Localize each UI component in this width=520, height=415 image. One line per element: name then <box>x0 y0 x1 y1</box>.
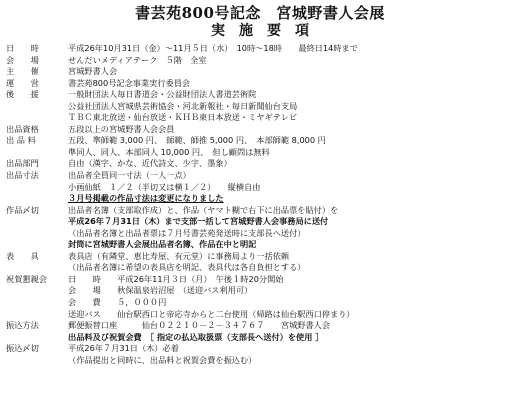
guideline-row <box>6 320 514 332</box>
guideline-text: せんだいメディアテーク ５階 全室 <box>68 54 207 65</box>
guideline-row <box>6 55 514 67</box>
guideline-label: 出 品 料 <box>6 135 36 146</box>
guideline-text: 会 場 秋保温泉岩沼屋 （送迎バス利用可） <box>68 285 253 296</box>
guideline-label: 出品部門 <box>6 158 39 169</box>
guideline-row <box>6 274 514 286</box>
guideline-label <box>6 112 68 124</box>
guideline-row <box>6 332 514 344</box>
document-subtitle: 実施要項 <box>211 23 323 39</box>
guideline-row <box>6 285 514 297</box>
guideline-label: 出品寸法 <box>6 170 39 181</box>
guideline-row <box>6 216 514 228</box>
guideline-row <box>6 66 514 78</box>
guideline-text: 送迎バス 仙台駅西口と帝応寺からと二台使用（帰路は仙台駅西口停まり） <box>68 308 355 319</box>
guideline-row <box>6 309 514 321</box>
guideline-text: 一般財団法人毎日書道会・公益財団法人書道芸術院 <box>68 89 257 100</box>
guideline-row <box>6 193 514 205</box>
guideline-label: 祝賀懇親会 <box>6 273 47 284</box>
guideline-row <box>6 297 514 309</box>
guideline-label <box>6 297 68 309</box>
guideline-label <box>6 332 68 344</box>
guideline-row <box>6 170 514 182</box>
guideline-row <box>6 343 514 355</box>
guideline-text: 会 費 ５，０００円 <box>68 297 167 308</box>
guideline-label: 出品資格 <box>6 123 39 134</box>
guideline-label <box>6 228 68 240</box>
guideline-label <box>6 309 68 321</box>
guideline-row <box>6 78 514 90</box>
guideline-text: （出品者名簿に希望の表具店を明記、表具代は各自負担とする） <box>68 262 306 273</box>
guideline-label: 表 具 <box>6 250 39 261</box>
guideline-row <box>6 101 514 113</box>
guideline-label <box>6 182 68 194</box>
guideline-label <box>6 193 68 205</box>
guideline-text: （出品者名簿と出品者票は７月号書芸苑発送時に支部長へ送付） <box>68 227 306 238</box>
guideline-row <box>6 251 514 263</box>
guideline-text: 出品者全員同一寸法（一人一点） <box>68 170 191 181</box>
guideline-label <box>6 216 68 228</box>
guideline-text: ３月号掲載の作品寸法は変更になりました <box>68 193 224 204</box>
guideline-text: 公益社団法人宮城県芸術協会・河北新報社・毎日新聞仙台支局 <box>68 100 298 111</box>
guideline-label <box>6 147 68 159</box>
guideline-row <box>6 147 514 159</box>
guideline-label <box>6 101 68 113</box>
guideline-text: 書芸苑800号記念事業実行委員会 <box>68 77 191 88</box>
guideline-row <box>6 89 514 101</box>
guideline-text: 出品料及び祝賀会費 ［ 指定の払込取扱票（支部長へ送付）を使用 ］ <box>68 331 324 342</box>
guideline-label: 会 場 <box>6 54 39 65</box>
guideline-text: 表具店（有隣堂、恵比寿屋、有元堂）に事務局より一括依頼 <box>68 250 290 261</box>
guideline-row <box>6 43 514 55</box>
guideline-text: 平成26年10月31日（金）～11月５日（水） 10時～18時 最終日14時まで <box>68 43 358 53</box>
guideline-text: 封筒に宮城野書人会展出品者名簿、作品在中と明記 <box>68 239 257 250</box>
guidelines-list <box>6 43 514 366</box>
guideline-label <box>6 285 68 297</box>
guideline-label <box>6 355 68 367</box>
guideline-label: 日 時 <box>6 43 39 53</box>
guideline-row <box>6 182 514 194</box>
guideline-label: 振込方法 <box>6 320 39 331</box>
guideline-text: （作品提出と同時に、出品料と祝賀会費を振込む） <box>68 354 257 365</box>
guideline-row <box>6 239 514 251</box>
guideline-label: 後 援 <box>6 89 39 100</box>
guideline-row <box>6 228 514 240</box>
guideline-label <box>6 239 68 251</box>
guideline-row <box>6 112 514 124</box>
guideline-row <box>6 205 514 217</box>
guideline-text: 平成26年７月31日（木）まで支部一括して宮城野書人会事務局に送付 <box>68 216 329 227</box>
guideline-row <box>6 262 514 274</box>
guideline-label: 運 営 <box>6 77 39 88</box>
guideline-text: 出品者名簿（支部取作成）と、作品（ヤマト糊で右下に出品票を貼付）を <box>68 204 339 215</box>
guideline-text: 五段以上の宮城野書人会会員 <box>68 123 175 134</box>
guideline-label: 主 催 <box>6 66 39 77</box>
guideline-text: 自由（漢字、かな、近代詩文、少字、墨象） <box>68 158 232 169</box>
guideline-row <box>6 158 514 170</box>
guideline-text: 五段、準師範 3,000 円、 師範、師推 5,000 円、 本部師範 8,000 円 <box>68 135 326 146</box>
guideline-text: 準同人、同人、本部同人 10,000 円、 但し顧問は無料 <box>68 146 270 157</box>
guideline-text: 平成26年７月31日（木）必着 <box>68 343 179 354</box>
guideline-text: 小画仙紙 １／２（半切又は横１／２） 縦横自由 <box>68 181 261 192</box>
guideline-text: 日 時 平成26年11月３日（月） 午後１時20分開始 <box>68 273 284 284</box>
guideline-label: 作品〆切 <box>6 204 39 215</box>
guideline-text: ＴＢＣ東北放送・仙台放送・ＫＨＢ東日本放送・ミヤギテレビ <box>68 112 298 123</box>
guideline-row <box>6 124 514 136</box>
guideline-row <box>6 135 514 147</box>
guideline-text: 宮城野書人会 <box>68 66 118 77</box>
document-title: 書芸苑800号記念 宮城野書人会展 <box>135 4 385 22</box>
guideline-label: 振込〆切 <box>6 343 39 354</box>
guideline-label <box>6 262 68 274</box>
guideline-row <box>6 355 514 367</box>
guideline-text: 郵便振替口座 仙台０２２１０－２－３４７６７ 宮城野書人会 <box>68 320 331 331</box>
